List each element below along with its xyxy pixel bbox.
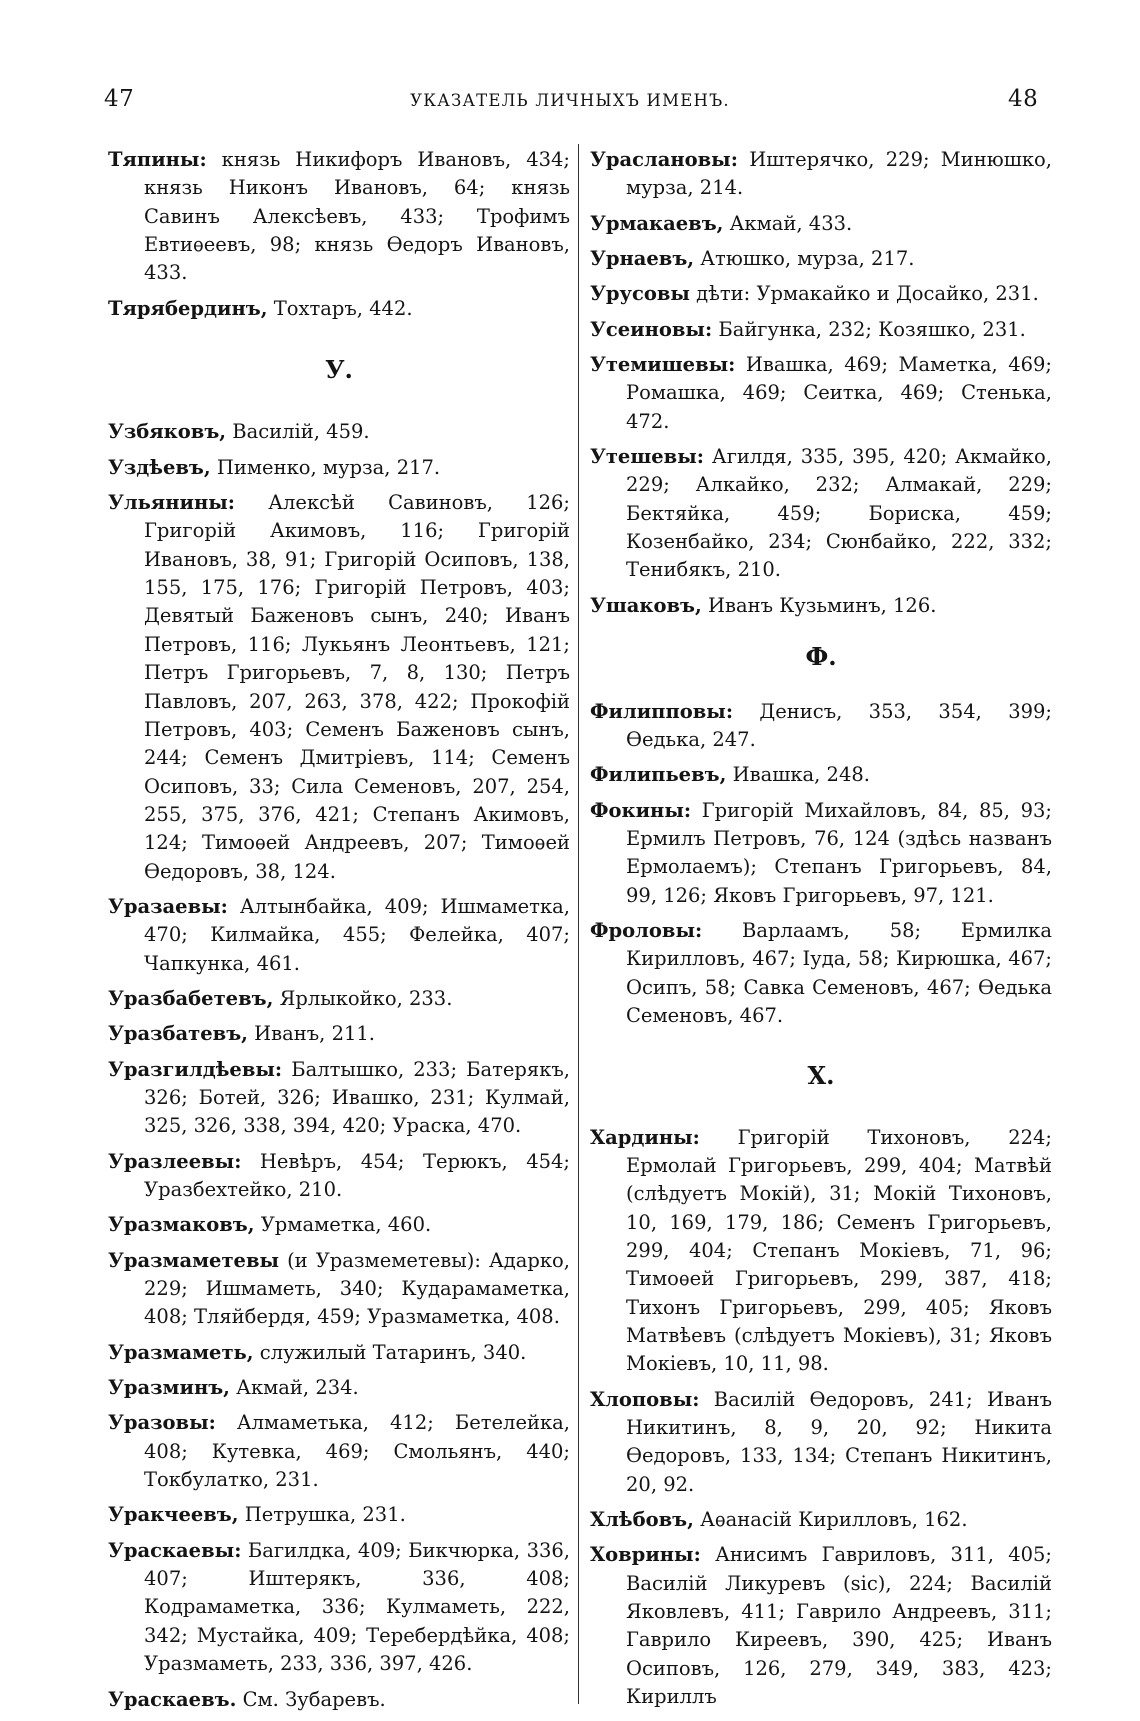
entry-headword: Ушаковъ,: [590, 593, 702, 617]
index-entry: [590, 698, 1052, 755]
entry-headword: Усеиновы:: [590, 317, 713, 341]
index-entry: [108, 893, 570, 978]
index-entry: [590, 316, 1052, 344]
entry-text: См. Зубаревъ.: [242, 1687, 386, 1711]
index-entry: [590, 210, 1052, 238]
entry-headword: Ураскаевы:: [108, 1538, 242, 1562]
right-column: [590, 146, 1052, 1719]
entry-text: (и Уразмеметевы): Адарко, 229; Ишмаметь, 340; Кударамаметка, 408; Тляйбердя, 459; Уразмаметка, 408.: [144, 1248, 570, 1329]
entry-text: Денисъ, 353, 354, 399; Ѳедька, 247.: [626, 699, 1052, 751]
entry-text: Акмай, 234.: [236, 1376, 359, 1400]
page-number-left: 47: [104, 86, 135, 112]
entry-text: Аѳанасій Кирилловъ, 162.: [700, 1508, 968, 1532]
index-entry: [108, 1056, 570, 1141]
entry-text: Алексѣй Савиновъ, 126; Григорій Акимовъ, 116; Григорій Ивановъ, 38, 91; Григорій Осиповъ, 138, 155, 175, 176; Григорій Петровъ, 403; Девятый Баженовъ сынъ, 240; Иванъ Петровъ, 116; Лукьянъ Леонтьевъ, 121; Петръ Григорьевъ, 7, 8, 130; Петръ Павловъ, 207, 263, 378, 422; Прокофій Петровъ, 403; Семенъ Баженовъ сынъ, 244; Семенъ Дмитріевъ, 114; Семенъ Осиповъ, 33; Сила Семеновъ, 207, 254, 255, 375, 376, 421; Степанъ Акимовъ, 124; Тимоѳей Андреевъ, 207; Тимоѳей Ѳедоровъ, 38, 124.: [144, 491, 570, 883]
index-entry: [590, 1541, 1052, 1711]
entry-headword: Хардины:: [590, 1125, 700, 1149]
entry-text: Алмаметька, 412; Бетелейка, 408; Кутевка, 469; Смольянъ, 440; Токбулатко, 231.: [144, 1411, 570, 1492]
entry-text: Василій Ѳедоровъ, 241; Иванъ Никитинъ, 8, 9, 20, 92; Никита Ѳедоровъ, 133, 134; Степанъ Никитинъ, 20, 92.: [626, 1387, 1052, 1496]
entry-headword: Уразбабетевъ,: [108, 986, 274, 1010]
index-entry: [590, 761, 1052, 789]
entry-text: Байгунка, 232; Козяшко, 231.: [718, 317, 1026, 341]
entry-headword: Уразовы:: [108, 1411, 216, 1435]
left-entries-a: [108, 146, 570, 323]
index-entry: [108, 146, 570, 288]
index-entry: [108, 1501, 570, 1529]
index-entry: [590, 592, 1052, 620]
left-column: [108, 146, 570, 1721]
entry-text: Григорій Тихоновъ, 224; Ермолай Григорьевъ, 299, 404; Матвѣй (слѣдуетъ Мокій), 31; Мокій Тихоновъ, 10, 169, 179, 186; Семенъ Григорьевъ, 299, 404; Степанъ Мокіевъ, 71, 96; Тимоѳей Григорьевъ, 299, 387, 418; Тихонъ Григорьевъ, 299, 405; Яковъ Матвѣевъ (слѣдуетъ Мокіевъ), 31; Яковъ Мокіевъ, 10, 11, 98.: [626, 1125, 1052, 1376]
right-entries-c: [590, 1124, 1052, 1712]
entry-text: Анисимъ Гавриловъ, 311, 405; Василій Ликуревъ (sic), 224; Василій Яковлевъ, 411; Гаврило Андреевъ, 311; Гаврило Киреевъ, 390, 425; Иванъ Осиповъ, 126, 279, 349, 383, 423; Кириллъ: [626, 1543, 1053, 1709]
entry-text: Атюшко, мурза, 217.: [700, 247, 915, 271]
entry-headword: Тярябердинъ,: [108, 296, 268, 320]
entry-headword: Хлоповы:: [590, 1387, 700, 1411]
index-entry: [590, 1386, 1052, 1499]
entry-text: Тохтаръ, 442.: [273, 296, 413, 320]
entry-text: Ивашка, 469; Маметка, 469; Ромашка, 469; Сеитка, 469; Стенька, 472.: [626, 353, 1052, 433]
index-entry: [590, 280, 1052, 308]
index-entry: [108, 1537, 570, 1679]
entry-headword: Уразбатевъ,: [108, 1022, 248, 1046]
entry-headword: Утемишевы:: [590, 353, 736, 377]
running-title: УКАЗАТЕЛЬ ЛИЧНЫХЪ ИМЕНЪ.: [410, 91, 730, 110]
entry-text: Пименко, мурза, 217.: [216, 455, 441, 479]
index-entry: [590, 146, 1052, 203]
entry-text: князь Никифоръ Ивановъ, 434; князь Никонъ Ивановъ, 64; князь Савинъ Алексѣевъ, 433; Трофимъ Евтиѳеевъ, 98; князь Ѳедоръ Ивановъ, 433.: [144, 148, 570, 285]
entry-text: Урмаметка, 460.: [260, 1213, 432, 1237]
entry-headword: Узбяковъ,: [108, 420, 227, 444]
entry-text: Варлаамъ, 58; Ермилка Кирилловъ, 467; Іуда, 58; Кирюшка, 467; Осипъ, 58; Савка Семеновъ, 467; Ѳедька Семеновъ, 467.: [626, 918, 1052, 1027]
entry-text: Петрушка, 231.: [244, 1503, 406, 1527]
entry-headword: Уракчеевъ,: [108, 1503, 239, 1527]
column-divider: [578, 144, 579, 1704]
index-entry: [108, 1339, 570, 1367]
entry-headword: Уразмаковъ,: [108, 1213, 255, 1237]
entry-headword: Урмакаевъ,: [590, 211, 724, 235]
entry-text: Иштерячко, 229; Минюшко, мурза, 214.: [626, 148, 1052, 200]
right-entries-a: [590, 146, 1052, 620]
index-entry: [108, 1247, 570, 1332]
entry-text: Алтынбайка, 409; Ишмаметка, 470; Килмайка, 455; Фелейка, 407; Чапкунка, 461.: [144, 894, 570, 975]
entry-text: Василій, 459.: [232, 420, 370, 444]
entry-headword: Ховрины:: [590, 1543, 701, 1567]
index-entry: [108, 489, 570, 886]
entry-headword: Уразаевы:: [108, 894, 228, 918]
entry-headword: Тяпины:: [108, 148, 207, 171]
entry-text: Балтышко, 233; Батерякъ, 326; Ботей, 326; Ивашко, 231; Кулмай, 325, 326, 338, 394, 420; Ураска, 470.: [144, 1057, 570, 1138]
entry-headword: Уразминъ,: [108, 1376, 230, 1400]
index-entry: [108, 418, 570, 446]
section-letter-f: Ф.: [805, 642, 837, 672]
right-entries-b: [590, 698, 1052, 1031]
entry-headword: Урнаевъ,: [590, 247, 695, 271]
entry-headword: Урaслановы:: [590, 148, 738, 171]
entry-headword: Уздѣевъ,: [108, 455, 211, 479]
entry-headword: Урусовы: [590, 282, 690, 306]
index-entry: [590, 797, 1052, 910]
entry-text: дѣти: Урмакайко и Досайко, 231.: [696, 282, 1039, 306]
index-entry: [108, 1148, 570, 1205]
index-entry: [590, 443, 1052, 585]
entry-headword: Уразмаметевы: [108, 1248, 280, 1272]
entry-headword: Филипповы:: [590, 699, 734, 723]
entry-text: Агилдя, 335, 395, 420; Акмайко, 229; Алкайко, 232; Алмакай, 229; Бектяйка, 459; Бориска, 459; Козенбайко, 234; Сюнбайко, 222, 332; Тенибякъ, 210.: [626, 445, 1053, 582]
section-letter-u: У.: [325, 355, 353, 385]
index-entry: [590, 1506, 1052, 1534]
index-entry: [108, 454, 570, 482]
entry-text: Иванъ Кузьминъ, 126.: [708, 593, 937, 617]
entry-text: Акмай, 433.: [729, 211, 853, 235]
entry-text: Ярлыкойко, 233.: [279, 986, 453, 1010]
index-entry: [590, 917, 1052, 1030]
index-entry: [590, 245, 1052, 273]
entry-headword: Уразгилдѣевы:: [108, 1057, 283, 1081]
index-entry: [590, 1124, 1052, 1379]
entry-text: Ивашка, 248.: [732, 763, 870, 787]
entry-headword: Хлѣбовъ,: [590, 1508, 694, 1532]
entry-text: Невѣръ, 454; Терюкъ, 454; Уразбехтейко, 210.: [144, 1149, 571, 1201]
entry-text: Григорій Михайловъ, 84, 85, 93; Ермилъ Петровъ, 76, 124 (здѣсь названъ Ермолаемъ); Степанъ Григорьевъ, 84, 99, 126; Яковъ Григорьевъ, 97, 121.: [626, 798, 1053, 907]
entry-headword: Филипьевъ,: [590, 763, 727, 787]
entry-headword: Утешевы:: [590, 445, 704, 469]
index-entry: [108, 295, 570, 323]
section-letter-kh: Х.: [807, 1061, 835, 1091]
entry-text: служилый Татаринъ, 340.: [259, 1340, 527, 1364]
entry-text: Иванъ, 211.: [254, 1022, 375, 1046]
left-entries-b: [108, 418, 570, 1713]
entry-headword: Уразмаметь,: [108, 1340, 254, 1364]
index-entry: [108, 1374, 570, 1402]
entry-text: Багилдка, 409; Бикчюрка, 336, 407; Иштерякъ, 336, 408; Кодрамаметка, 336; Кулмаметь, 222, 342; Мустайка, 409; Теребердѣйка, 408; Уразмаметь, 233, 336, 397, 426.: [144, 1538, 570, 1676]
index-entry: [108, 1686, 570, 1714]
entry-headword: Фроловы:: [590, 918, 703, 942]
index-entry: [108, 985, 570, 1013]
index-entry: [590, 351, 1052, 436]
entry-headword: Ураскаевъ.: [108, 1687, 237, 1711]
index-entry: [108, 1020, 570, 1048]
entry-headword: Уразлеевы:: [108, 1149, 242, 1173]
index-entry: [108, 1409, 570, 1494]
entry-headword: Ульянины:: [108, 491, 235, 515]
page-number-right: 48: [1008, 86, 1039, 112]
index-entry: [108, 1211, 570, 1239]
entry-headword: Фокины:: [590, 798, 692, 822]
